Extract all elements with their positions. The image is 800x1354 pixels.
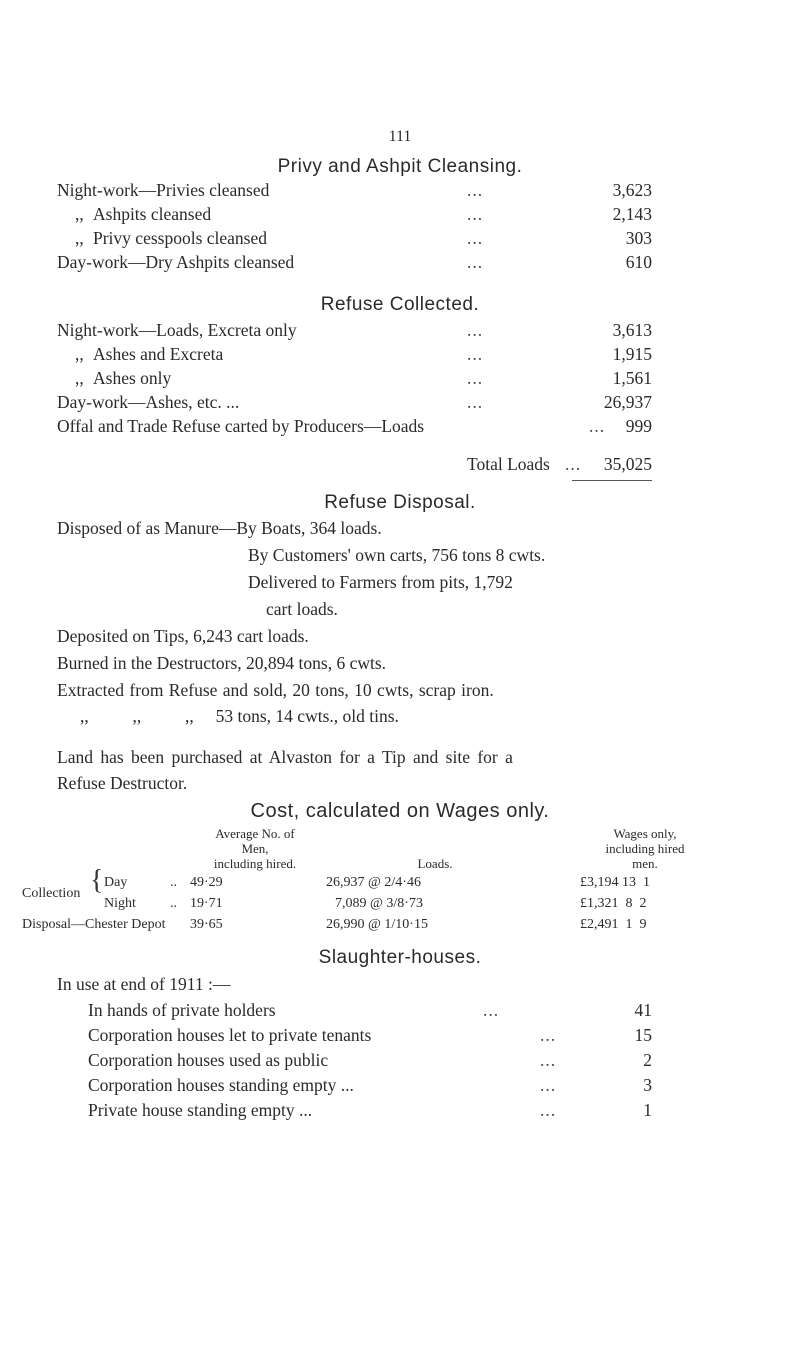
- document-page: 111 Privy and Ashpit Cleansing. Night-work—Privies cleansed ... 3,623 ,, Ashpits cleansed ... 2,143 ,, Privy cesspools cleansed ... 303 Day-work—Dry Ashpits cleansed ... 610 Refuse Collected. Night-work—Loads, Excreta only ... 3,613 ,, Ashes and Excreta ... 1,915 ,, Ashes only ... 1,561 Day-work—Ashes, etc. ... ... 26,937 Offal and Trade Refuse carted by Producers—Loads ... 999 Total Loads ... 35,025 Refuse Disposal. Disposed of as Manure—By Boats, 364 loads. By Customers' own carts, 756 tons 8 cwts. Delivered to Farmers from pits, 1,792 cart loads. Deposited on Tips, 6,243 cart loads. Burned in the Destructors, 20,894 tons, 6 cwts. Extracted from Refuse and sold, 20 tons, 10 cwts, scrap iron. ,, ,, ,, 53 tons, 14 cwts., old tins. Land has been purchased at Alvaston for a Tip and site for a Refuse Destructor. Cost, calculated on Wages only. Average No. of Men, including hired. Loads. Wages only, including hired men. Collection { Day .. 49·29 26,937 @ 2/4·46 £3,194 13 1 Night .. 19·71 7,089 @ 3/8·73 £1,321 8 2 Disposal—Chester Depot 39·65 26,990 @ 1/10·15 £2,491 1 9 Slaughter-houses. In use at end of 1911 :— In hands of private holders ... 41 Corporation houses let to private tenants ... 15 Corporation houses used as public ... 2 Corporation houses standing empty ... ... 3 Private house standing empty ... ... 1: [0, 0, 800, 1354]
- col-header-wages: Wages only, including hired men.: [605, 826, 685, 871]
- row-value: 3,623: [612, 180, 652, 200]
- cost-row-loads: 26,937 @ 2/4·46: [326, 875, 421, 890]
- row-value: 2,143: [612, 204, 652, 224]
- cost-row-wages: £3,194 13 1: [580, 875, 650, 890]
- disposal-line: Burned in the Destructors, 20,894 tons, 6 cwts.: [57, 653, 387, 673]
- row-value: 610: [625, 252, 652, 272]
- cost-row-wages: £2,491 1 9: [580, 917, 647, 932]
- row-value: 999: [625, 416, 652, 436]
- refuse-row: ,, Ashes only ... 1,561: [75, 368, 652, 388]
- row-label: Private house standing empty ...: [88, 1100, 313, 1120]
- slaughter-row: Corporation houses used as public ... 2: [88, 1050, 652, 1070]
- row-value: 26,937: [603, 392, 652, 412]
- cost-row-loads: 26,990 @ 1/10·15: [326, 917, 428, 932]
- refuse-row: Offal and Trade Refuse carted by Producers—Loads ... 999: [57, 416, 652, 436]
- cost-row-men: 39·65: [190, 917, 223, 932]
- row-label: Corporation houses let to private tenants: [88, 1025, 372, 1045]
- page-number: 111: [388, 128, 412, 145]
- total-label: Total Loads: [467, 454, 550, 474]
- row-value: 15: [634, 1025, 652, 1045]
- row-label: Ashpits cleansed: [93, 204, 212, 224]
- cost-row-men: 49·29: [190, 875, 223, 890]
- refuse-row: Night-work—Loads, Excreta only ... 3,613: [57, 320, 652, 340]
- slaughter-heading: Slaughter-houses.: [318, 947, 482, 968]
- privy-row: ,, Privy cesspools cleansed ... 303: [75, 228, 652, 248]
- cost-row-label: Disposal—Chester Depot: [22, 917, 166, 932]
- row-label: Corporation houses used as public: [88, 1050, 329, 1070]
- row-value: 1,561: [612, 368, 652, 388]
- privy-row: Day-work—Dry Ashpits cleansed ... 610: [57, 252, 652, 272]
- row-label: Privy cesspools cleansed: [93, 228, 267, 248]
- col-header-loads: Loads.: [417, 856, 453, 871]
- row-value: 1,915: [612, 344, 652, 364]
- row-label: Ashes only: [93, 368, 172, 388]
- total-loads-row: Total Loads ... 35,025: [467, 454, 652, 474]
- row-label: Night-work—Privies cleansed: [57, 180, 270, 200]
- cost-heading: Cost, calculated on Wages only.: [250, 800, 550, 822]
- disposal-line: ,, ,, ,, 53 tons, 14 cwts., old tins.: [80, 706, 399, 726]
- row-value: 3: [643, 1075, 652, 1095]
- row-label: Day-work—Dry Ashpits cleansed: [57, 252, 295, 272]
- land-paragraph-line: Refuse Destructor.: [57, 773, 188, 793]
- slaughter-intro: In use at end of 1911 :—: [57, 974, 231, 994]
- row-value: 3,613: [612, 320, 652, 340]
- total-value: 35,025: [603, 454, 652, 474]
- row-label: Ashes and Excreta: [93, 344, 224, 364]
- cost-row-loads: 7,089 @ 3/8·73: [335, 896, 423, 911]
- cost-row-label: Night: [104, 896, 136, 911]
- slaughter-row: In hands of private holders ... 41: [88, 1000, 652, 1020]
- cost-row-label: Day: [104, 875, 128, 890]
- disposal-line: Extracted from Refuse and sold, 20 tons, 10 cwts, scrap iron.: [57, 680, 494, 700]
- row-label: Night-work—Loads, Excreta only: [57, 320, 297, 340]
- disposal-line: Disposed of as Manure—By Boats, 364 loads.: [57, 518, 382, 538]
- slaughter-row: Corporation houses standing empty ... ... 3: [88, 1075, 652, 1095]
- brace-icon: {: [90, 865, 104, 896]
- slaughter-row: Corporation houses let to private tenants ... 15: [88, 1025, 652, 1045]
- row-label: Day-work—Ashes, etc. ...: [57, 392, 240, 412]
- row-label: Offal and Trade Refuse carted by Producers—Loads: [57, 416, 425, 436]
- disposal-line: cart loads.: [266, 599, 338, 619]
- privy-row: ,, Ashpits cleansed ... 2,143: [75, 204, 652, 224]
- row-label: In hands of private holders: [88, 1000, 276, 1020]
- privy-heading: Privy and Ashpit Cleansing.: [277, 156, 523, 177]
- disposal-line: Delivered to Farmers from pits, 1,792: [248, 572, 513, 592]
- cost-row-wages: £1,321 8 2: [580, 896, 647, 911]
- refuse-row: Day-work—Ashes, etc. ... ... 26,937: [57, 392, 652, 412]
- disposal-line: By Customers' own carts, 756 tons 8 cwts.: [248, 545, 546, 565]
- row-label: Corporation houses standing empty ...: [88, 1075, 354, 1095]
- disposal-line: Deposited on Tips, 6,243 cart loads.: [57, 626, 309, 646]
- land-paragraph-line: Land has been purchased at Alvaston for a Tip and site for a: [57, 747, 513, 767]
- row-value: 41: [634, 1000, 652, 1020]
- refuse-row: ,, Ashes and Excreta ... 1,915: [75, 344, 652, 364]
- row-value: 303: [625, 228, 652, 248]
- refuse-collected-heading: Refuse Collected.: [320, 294, 480, 315]
- row-value: 2: [643, 1050, 652, 1070]
- privy-row: Night-work—Privies cleansed ... 3,623: [57, 180, 652, 200]
- slaughter-row: Private house standing empty ... ... 1: [88, 1100, 652, 1120]
- collection-label: Collection: [22, 886, 81, 901]
- row-value: 1: [643, 1100, 652, 1120]
- total-rule: [572, 480, 652, 481]
- col-header-men: Average No. of Men, including hired.: [213, 826, 297, 871]
- cost-row-men: 19·71: [190, 896, 223, 911]
- refuse-disposal-heading: Refuse Disposal.: [324, 492, 476, 513]
